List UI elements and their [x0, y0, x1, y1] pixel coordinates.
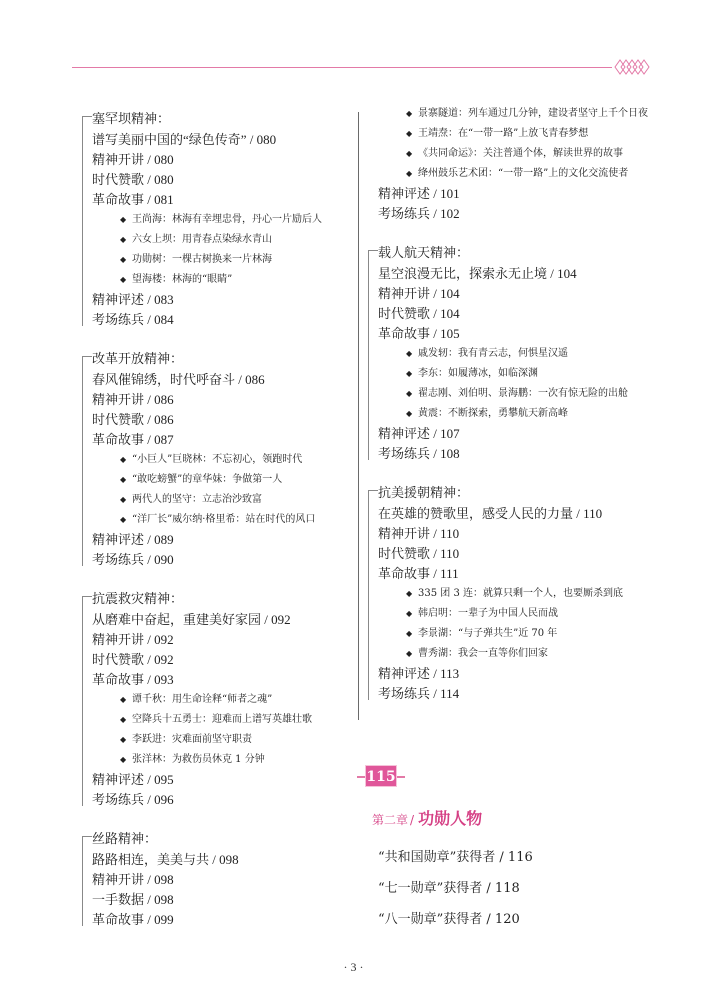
toc-subentry[interactable] [92, 690, 352, 710]
diamond-bullet-icon: ◆ [120, 495, 127, 504]
toc-entry[interactable]: 星空浪漫无比，探索永无止境 / 104 [378, 266, 577, 281]
toc-subentry-text: “敢吃螃蟹”的章华妹：争做第一人 [132, 474, 283, 485]
toc-entry[interactable]: 精神评述 / 083 [92, 292, 174, 307]
toc-subentry-text: 王靖焘：在“一带一路”上放飞青春梦想 [418, 128, 589, 139]
toc-section-title: 载人航天精神： [378, 246, 470, 261]
toc-subentry-text: 李东：如履薄冰，如临深渊 [418, 368, 538, 379]
diamond-bullet-icon: ◆ [406, 109, 413, 118]
toc-subentry-text: 张洋林：为救伤员休克 1 分钟 [132, 754, 265, 765]
section-bracket [82, 596, 83, 806]
diamond-bullet-icon: ◆ [406, 649, 413, 658]
diamond-bullet-icon: ◆ [406, 389, 413, 398]
medal-entry[interactable]: “共和国勋章”获得者 / 116 [378, 850, 533, 865]
toc-subentry[interactable] [92, 490, 352, 510]
toc-entry[interactable]: 春风催锦绣，时代呼奋斗 / 086 [92, 372, 265, 387]
toc-subentry[interactable] [378, 624, 668, 644]
toc-entry[interactable]: 时代赞歌 / 104 [378, 306, 460, 321]
toc-subentry-text: “洋厂长”威尔纳·格里希：站在时代的风口 [132, 514, 316, 525]
column-divider [358, 112, 359, 720]
toc-entry[interactable]: 谱写美丽中国的“绿色传奇” / 080 [92, 132, 277, 147]
toc-entry[interactable]: 革命故事 / 099 [92, 912, 174, 927]
toc-subentry-text: 戚发轫：我有青云志，何惧星汉遥 [418, 348, 568, 359]
toc-entry[interactable]: 精神开讲 / 086 [92, 392, 174, 407]
section-bracket [368, 490, 369, 700]
toc-entry[interactable]: 路路相连，美美与共 / 098 [92, 852, 239, 867]
toc-subentry[interactable] [92, 230, 352, 250]
toc-entry[interactable]: 时代赞歌 / 092 [92, 652, 174, 667]
diamond-bullet-icon: ◆ [406, 349, 413, 358]
chapter-slash: / [410, 813, 415, 827]
toc-subentry[interactable] [378, 344, 668, 364]
toc-section [368, 244, 668, 464]
toc-subentry[interactable] [92, 470, 352, 490]
toc-section-title: 改革开放精神： [92, 352, 184, 367]
toc-entry[interactable]: 革命故事 / 111 [378, 566, 459, 581]
section-bracket [368, 250, 369, 460]
toc-entry[interactable]: 精神开讲 / 110 [378, 526, 460, 541]
diamond-bullet-icon: ◆ [120, 455, 127, 464]
toc-entry[interactable]: 精神评述 / 107 [378, 426, 460, 441]
toc-section-continued [368, 104, 668, 224]
medal-entry[interactable]: “七一勋章”获得者 / 118 [378, 881, 520, 896]
toc-subentry[interactable] [378, 364, 668, 384]
toc-subentry[interactable] [378, 144, 668, 164]
toc-section-title: 抗美援朝精神： [378, 486, 470, 501]
toc-entry[interactable]: 精神评述 / 101 [378, 186, 460, 201]
toc-subentry[interactable] [378, 604, 668, 624]
diamond-bullet-icon: ◆ [120, 475, 127, 484]
toc-subentry[interactable] [92, 250, 352, 270]
medal-list [378, 842, 533, 935]
toc-entry[interactable]: 考场练兵 / 102 [378, 206, 460, 221]
toc-subentry-text: “小巨人”巨晓林：不忘初心，领跑时代 [132, 454, 303, 465]
toc-section [82, 350, 352, 570]
toc-entry[interactable]: 时代赞歌 / 086 [92, 412, 174, 427]
diamond-bullet-icon: ◆ [406, 129, 413, 138]
toc-section [82, 590, 352, 810]
diamond-bullet-icon: ◆ [406, 589, 413, 598]
toc-entry[interactable]: 考场练兵 / 096 [92, 792, 174, 807]
toc-section-title: 丝路精神： [92, 832, 158, 847]
toc-entry[interactable]: 精神开讲 / 098 [92, 872, 174, 887]
chapter-heading[interactable] [372, 806, 482, 829]
toc-entry[interactable]: 时代赞歌 / 110 [378, 546, 460, 561]
toc-subentry[interactable] [92, 730, 352, 750]
toc-entry[interactable]: 革命故事 / 087 [92, 432, 174, 447]
toc-subentry[interactable] [92, 750, 352, 770]
toc-section-title: 塞罕坝精神： [92, 112, 171, 127]
diamond-bullet-icon: ◆ [406, 629, 413, 638]
diamond-bullet-icon: ◆ [406, 149, 413, 158]
chapter-title: 功勋人物 [418, 809, 483, 828]
toc-section [368, 484, 668, 704]
page-badge [357, 765, 405, 789]
diamond-bullet-icon: ◆ [120, 515, 127, 524]
section-bracket [82, 356, 83, 566]
toc-subentry[interactable] [378, 404, 668, 424]
toc-entry[interactable]: 精神开讲 / 104 [378, 286, 460, 301]
toc-entry[interactable]: 精神评述 / 095 [92, 772, 174, 787]
toc-entry[interactable]: 考场练兵 / 114 [378, 686, 460, 701]
toc-subentry-text: 韩启明：一辈子为中国人民而战 [418, 608, 558, 619]
toc-subentry[interactable] [92, 270, 352, 290]
toc-entry[interactable]: 革命故事 / 105 [378, 326, 460, 341]
diamond-bullet-icon: ◆ [120, 715, 127, 724]
toc-subentry[interactable] [378, 104, 668, 124]
toc-entry[interactable]: 时代赞歌 / 080 [92, 172, 174, 187]
toc-entry[interactable]: 革命故事 / 081 [92, 192, 174, 207]
diamond-bullet-icon: ◆ [120, 235, 127, 244]
toc-entry[interactable]: 精神评述 / 113 [378, 666, 460, 681]
toc-subentry-text: 绛州鼓乐艺术团：“一带一路”上的文化交流使者 [418, 168, 629, 179]
chapter-label: 第二章 [372, 813, 409, 827]
toc-section [82, 830, 352, 930]
section-bracket [82, 836, 83, 926]
diamond-bullet-icon: ◆ [120, 255, 127, 264]
toc-subentry-text: 李跃进：灾难面前坚守职责 [132, 734, 252, 745]
toc-entry[interactable]: 革命故事 / 093 [92, 672, 174, 687]
toc-entry[interactable]: 精神评述 / 089 [92, 532, 174, 547]
toc-subentry[interactable] [92, 510, 352, 530]
toc-subentry[interactable] [378, 384, 668, 404]
toc-subentry-text: 望海楼：林海的“眼睛” [132, 274, 233, 285]
toc-subentry[interactable] [378, 164, 668, 184]
toc-subentry-text: 王尚海：林海有幸埋忠骨，丹心一片励后人 [132, 214, 322, 225]
toc-subentry-text: 李景湖：“与子弹共生”近 70 年 [418, 628, 558, 639]
toc-section-title: 抗震救灾精神： [92, 592, 184, 607]
toc-subentry-text: 空降兵十五勇士：迎难而上谱写英雄壮歌 [132, 714, 312, 725]
diamond-bullet-icon: ◆ [120, 735, 127, 744]
toc-entry[interactable]: 从磨难中奋起，重建美好家园 / 092 [92, 612, 291, 627]
diamond-bullet-icon: ◆ [120, 755, 127, 764]
toc-subentry-text: 335 团 3 连：就算只剩一个人，也要厮杀到底 [418, 588, 623, 599]
toc-subentry-text: 六女上坝：用青春点染绿水青山 [132, 234, 272, 245]
diamond-bullet-icon: ◆ [406, 409, 413, 418]
toc-entry[interactable]: 考场练兵 / 090 [92, 552, 174, 567]
toc-subentry-text: 景寨隧道：列车通过几分钟，建设者坚守上千个日夜 [418, 108, 648, 119]
toc-entry[interactable]: 精神开讲 / 080 [92, 152, 174, 167]
header-rule [72, 67, 612, 68]
toc-subentry[interactable] [92, 210, 352, 230]
toc-subentry[interactable] [92, 710, 352, 730]
medal-entry[interactable]: “八一勋章”获得者 / 120 [378, 912, 520, 927]
diamond-bullet-icon: ◆ [406, 369, 413, 378]
toc-subentry-text: 功勋树：一棵古树换来一片林海 [132, 254, 272, 265]
toc-entry[interactable]: 精神开讲 / 092 [92, 632, 174, 647]
toc-subentry[interactable] [378, 124, 668, 144]
toc-subentry-text: 《共同命运》：关注普通个体，解读世界的故事 [418, 148, 623, 159]
page-badge-number: 115 [365, 765, 397, 787]
diamond-pattern-icon [614, 58, 652, 76]
toc-entry[interactable]: 考场练兵 / 108 [378, 446, 460, 461]
toc-subentry[interactable] [378, 584, 668, 604]
toc-left-column [82, 110, 352, 950]
diamond-bullet-icon: ◆ [406, 609, 413, 618]
toc-right-column [368, 110, 668, 724]
toc-subentry-text: 两代人的坚守：立志治沙致富 [132, 494, 262, 505]
page-number: · 3 · [343, 960, 364, 974]
diamond-bullet-icon: ◆ [406, 169, 413, 178]
toc-subentry[interactable] [378, 644, 668, 664]
toc-subentry-text: 谭千秋：用生命诠释“师者之魂” [132, 694, 273, 705]
toc-subentry-text: 黄震：不断探索，勇攀航天新高峰 [418, 408, 568, 419]
diamond-bullet-icon: ◆ [120, 695, 127, 704]
section-bracket [82, 116, 83, 326]
diamond-bullet-icon: ◆ [120, 275, 127, 284]
toc-section [82, 110, 352, 330]
toc-entry[interactable]: 考场练兵 / 084 [92, 312, 174, 327]
toc-entry[interactable]: 在英雄的赞歌里，感受人民的力量 / 110 [378, 506, 603, 521]
toc-subentry[interactable] [92, 450, 352, 470]
toc-subentry-text: 曹秀湖：我会一直等你们回家 [418, 648, 548, 659]
diamond-bullet-icon: ◆ [120, 215, 127, 224]
toc-entry[interactable]: 一手数据 / 098 [92, 892, 174, 907]
toc-subentry-text: 翟志刚、刘伯明、景海鹏：一次有惊无险的出舱 [418, 388, 628, 399]
